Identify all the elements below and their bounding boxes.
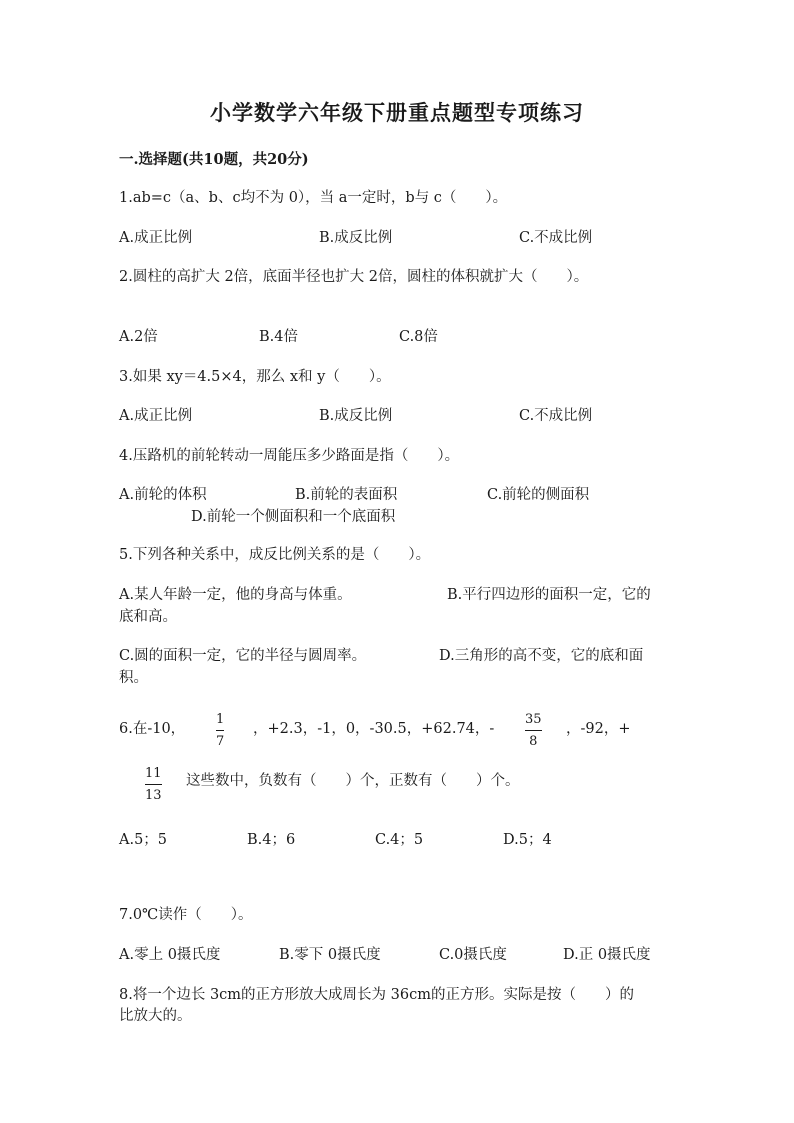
option-4c: C.前轮的侧面积 <box>487 487 590 503</box>
fraction-denominator: 13 <box>145 788 162 803</box>
question-3: 3.如果 xy＝4.5×4，那么 x和 y（ ）。 <box>119 369 391 385</box>
question-5: 5.下列各种关系中，成反比例关系的是（ ）。 <box>119 547 431 563</box>
question-8: 8.将一个边长 3cm的正方形放大成周长为 36cm的正方形。实际是按（ ）的 <box>119 987 634 1003</box>
question-6-part1: 6.在-10， <box>119 721 186 737</box>
fraction-denominator: 8 <box>529 734 538 749</box>
question-4: 4.压路机的前轮转动一周能压多少路面是指（ ）。 <box>119 448 460 464</box>
option-7a: A.零上 0摄氏度 <box>119 947 221 963</box>
fraction-bar <box>145 784 162 785</box>
question-2: 2.圆柱的高扩大 2倍，底面半径也扩大 2倍，圆柱的体积就扩大（ ）。 <box>119 269 589 285</box>
option-2c: C.8倍 <box>399 329 438 345</box>
question-6-part3: ，-92，+ <box>566 721 631 737</box>
option-4d: D.前轮一个侧面积和一个底面积 <box>191 509 396 525</box>
option-1b: B.成反比例 <box>319 230 393 246</box>
fraction-1-7 <box>216 711 224 750</box>
page-title: 小学数学六年级下册重点题型专项练习 <box>210 100 584 125</box>
option-4a: A.前轮的体积 <box>119 487 207 503</box>
question-8-cont: 比放大的。 <box>119 1008 192 1024</box>
question-6-part2: ，+2.3，-1，0，-30.5，+62.74，- <box>253 721 495 737</box>
fraction-denominator: 7 <box>216 734 225 749</box>
fraction-bar <box>216 730 224 731</box>
option-5d: D.三角形的高不变，它的底和面 <box>439 648 644 664</box>
option-7d: D.正 0摄氏度 <box>563 947 651 963</box>
option-2b: B.4倍 <box>259 329 298 345</box>
option-3a: A.成正比例 <box>119 408 193 424</box>
option-5c: C.圆的面积一定，它的半径与圆周率。 <box>119 648 367 664</box>
option-3b: B.成反比例 <box>319 408 393 424</box>
section-heading: 一.选择题(共10题，共20分) <box>119 151 309 168</box>
fraction-11-13 <box>145 765 162 804</box>
option-3c: C.不成比例 <box>519 408 593 424</box>
option-7b: B.零下 0摄氏度 <box>279 947 381 963</box>
fraction-numerator: 11 <box>145 766 162 781</box>
option-6a: A.5；5 <box>119 832 168 848</box>
option-5b-cont: 底和高。 <box>119 609 177 625</box>
option-6c: C.4；5 <box>375 832 424 848</box>
fraction-numerator: 35 <box>525 712 542 727</box>
option-6b: B.4；6 <box>247 832 296 848</box>
question-7: 7.0℃读作（ ）。 <box>119 907 253 923</box>
fraction-bar <box>525 730 542 731</box>
fraction-35-8 <box>525 711 542 750</box>
option-5a: A.某人年龄一定，他的身高与体重。 <box>119 587 352 603</box>
option-6d: D.5；4 <box>503 832 552 848</box>
option-2a: A.2倍 <box>119 329 158 345</box>
option-7c: C.0摄氏度 <box>439 947 507 963</box>
option-1c: C.不成比例 <box>519 230 593 246</box>
option-5b: B.平行四边形的面积一定，它的 <box>447 587 651 603</box>
fraction-numerator: 1 <box>216 712 225 727</box>
option-4b: B.前轮的表面积 <box>295 487 398 503</box>
option-5d-cont: 积。 <box>119 670 148 686</box>
question-6-part4: 这些数中，负数有（ ）个，正数有（ ）个。 <box>186 773 520 789</box>
question-1: 1.ab=c（a、b、c均不为 0），当 a一定时，b与 c（ ）。 <box>119 190 508 206</box>
option-1a: A.成正比例 <box>119 230 193 246</box>
